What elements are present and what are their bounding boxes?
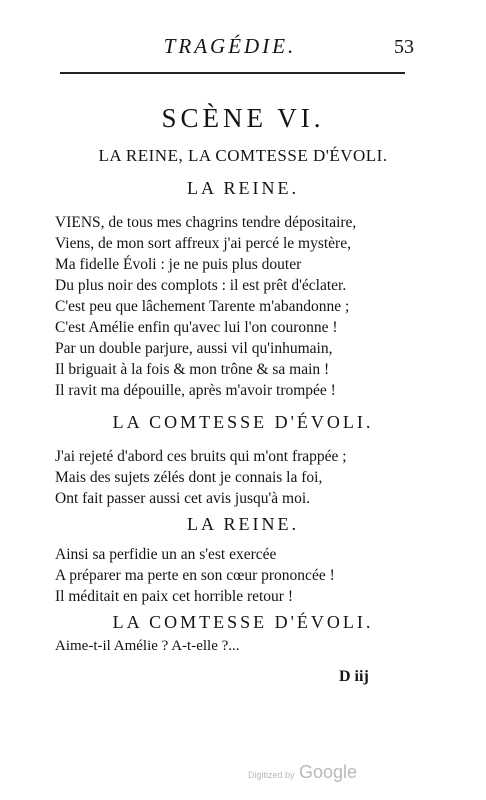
speaker-name: LA COMTESSE D'ÉVOLI. — [112, 612, 374, 632]
verse-block — [55, 544, 335, 607]
verse-line: C'est peu que lâchement Tarente m'abandonne ; — [55, 298, 350, 315]
verse-line: Ont fait passer aussi cet avis jusqu'à moi. — [55, 490, 311, 507]
running-title: TRAGÉDIE. — [163, 34, 297, 58]
signature-mark: D iij — [339, 668, 369, 685]
verse-line: A préparer ma perte en son cœur prononcée ! — [55, 567, 335, 584]
running-head — [0, 30, 486, 60]
speaker-name: LA REINE. — [187, 178, 299, 198]
header-rule — [60, 72, 405, 74]
watermark-prefix: Digitized by — [248, 770, 295, 780]
google-logo: Google — [298, 762, 358, 782]
verse-line: VIENS, de tous mes chagrins tendre dépositaire, — [55, 214, 357, 231]
verse-line: Par un double parjure, aussi vil qu'inhumain, — [55, 340, 333, 357]
verse-line: Du plus noir des complots : il est prêt d'éclater. — [55, 277, 347, 294]
verse-line: Viens, de mon sort affreux j'ai percé le mystère, — [55, 235, 351, 252]
verse-line: Il méditait en paix cet horrible retour ! — [55, 588, 294, 605]
speaker-name: LA COMTESSE D'ÉVOLI. — [112, 412, 374, 432]
verse-line: C'est Amélie enfin qu'avec lui l'on couronne ! — [55, 319, 338, 336]
page-number: 53 — [394, 36, 414, 58]
verse-line: Il ravit ma dépouille, après m'avoir trompée ! — [55, 382, 336, 399]
verse-block — [55, 446, 347, 509]
verse-line: Ma fidelle Évoli : je ne puis plus douter — [55, 256, 302, 273]
scene-title: SCÈNE VI. — [161, 103, 325, 133]
verse-line: Il briguait à la fois & mon trône & sa main ! — [55, 361, 330, 378]
verse-block — [55, 212, 356, 401]
catchword: Aime-t-il Amélie ? A-t-elle ?... — [55, 638, 240, 654]
digitized-watermark — [248, 762, 357, 783]
scene-characters: LA REINE, LA COMTESSE D'ÉVOLI. — [98, 146, 388, 165]
verse-line: Ainsi sa perfidie un an s'est exercée — [55, 546, 277, 563]
verse-line: Mais des sujets zélés dont je connais la foi, — [55, 469, 323, 486]
speaker-name: LA REINE. — [187, 514, 299, 534]
verse-line: J'ai rejeté d'abord ces bruits qui m'ont frappée ; — [55, 448, 347, 465]
